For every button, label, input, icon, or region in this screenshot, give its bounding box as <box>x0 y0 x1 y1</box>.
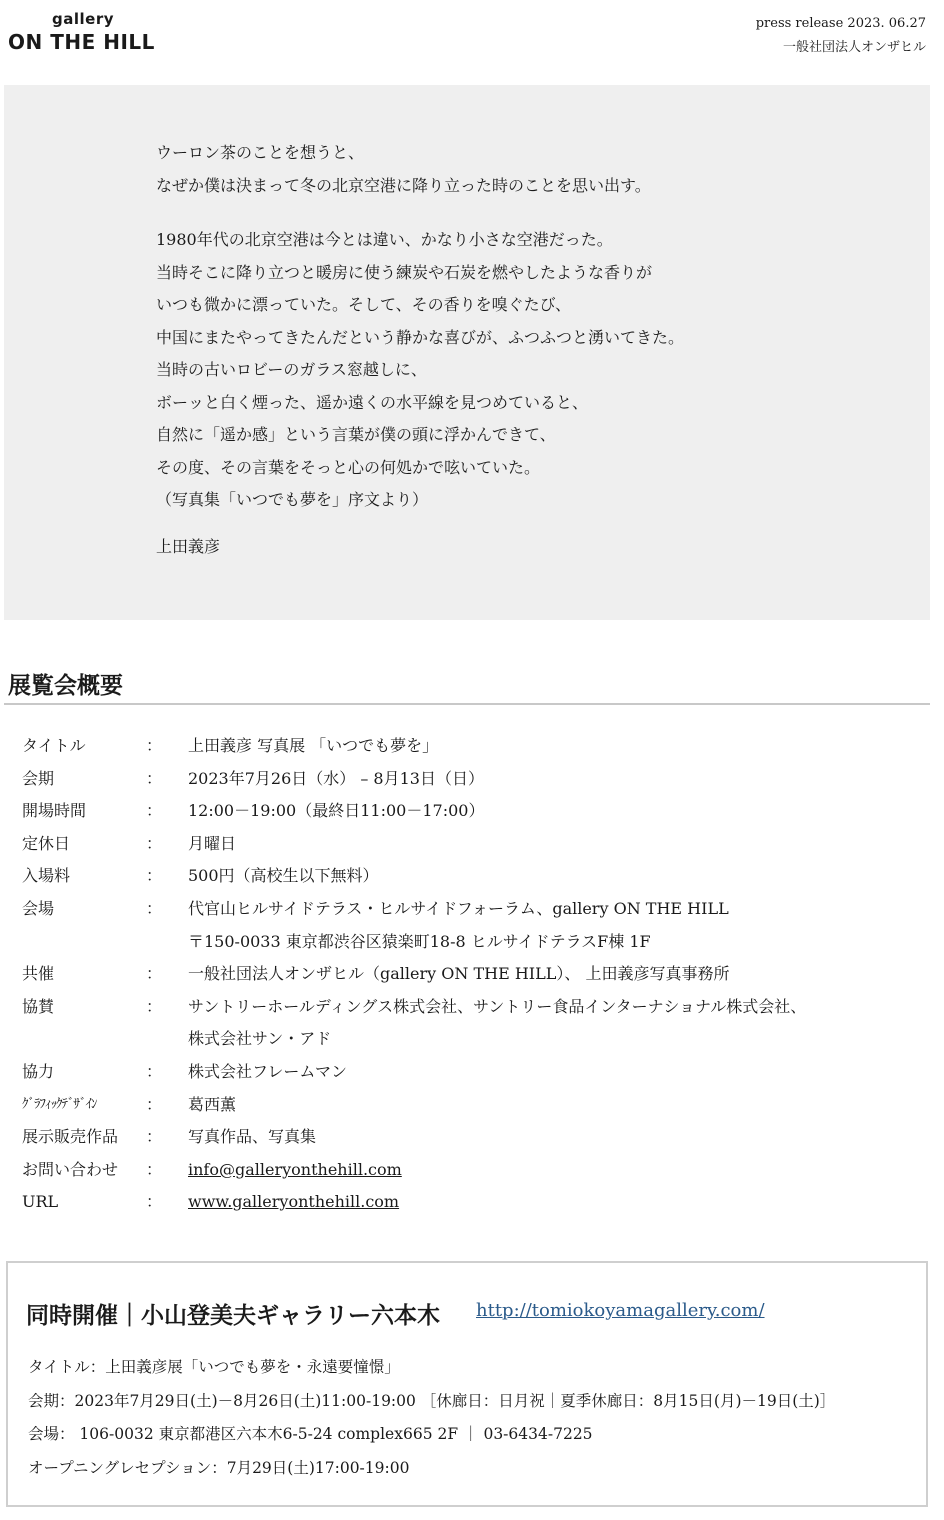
row-label: 協賛 <box>22 996 55 1016</box>
row-colon: ： <box>146 736 163 755</box>
row-label: 入場料 <box>22 866 71 886</box>
gallery-logo <box>8 10 155 54</box>
row-colon: ： <box>146 833 163 853</box>
row-colon: ： <box>146 964 163 984</box>
essay-line: 1980年代の北京空港は今とは違い、かなり小さな空港だった。 <box>156 230 613 249</box>
row-value: 上田義彦 写真展 「いつでも夢を」 <box>188 736 439 755</box>
row-value: 2023年7月26日（水） – 8月13日（日） <box>188 768 484 788</box>
row-hours <box>22 795 888 828</box>
row-admission <box>22 860 888 893</box>
contact-email-link[interactable]: info@galleryonthehill.com <box>188 1159 402 1179</box>
essay-line: なぜか僕は決まって冬の北京空港に降り立った時のことを思い出す。 <box>156 175 651 195</box>
row-contact <box>22 1154 888 1187</box>
organization-name: 一般社団法人オンザヒル <box>782 40 926 55</box>
essay-line: その度、その言葉をそっと心の何処かで呟いていた。 <box>156 457 541 477</box>
row-colon: ： <box>146 1094 163 1114</box>
section-divider <box>4 703 930 705</box>
row-label: 共催 <box>22 964 55 984</box>
row-value: 葛西薫 <box>188 1094 237 1114</box>
logo-small-text: gallery <box>52 10 114 28</box>
row-colon: ： <box>146 1159 163 1179</box>
concurrent-line: タイトル：上田義彦展「いつでも夢を・永遠要憧憬」 <box>28 1358 400 1376</box>
row-colon: ： <box>146 1127 163 1147</box>
concurrent-line: 会期：2023年7月29日(土)－8月26日(土)11:00-19:00 ［休廊日：日月祝｜夏季休廊日：8月15日(月)－19日(土)］ <box>28 1391 836 1410</box>
sponsor-line-1: サントリーホールディングス株式会社、サントリー食品インターナショナル株式会社、 <box>188 996 807 1016</box>
row-value: 株式会社フレームマン <box>188 1061 348 1081</box>
row-label: URL <box>22 1192 59 1212</box>
row-graphic-design <box>22 1089 888 1122</box>
row-value: 写真作品、写真集 <box>188 1127 317 1147</box>
row-value <box>188 893 888 958</box>
overview-table <box>22 730 888 1219</box>
overview-heading: 展覧会概要 <box>8 672 123 699</box>
essay-line: 当時の古いロビーのガラス窓越しに、 <box>156 360 427 379</box>
row-colon: ： <box>146 898 163 918</box>
row-label: タイトル <box>22 736 86 755</box>
essay-line: 当時そこに降り立つと暖房に使う練炭や石炭を燃やしたような香りが <box>156 262 653 282</box>
row-label: ｸﾞﾗﾌｨｯｸﾃﾞｻﾞｲﾝ <box>22 1096 97 1112</box>
concurrent-title: 同時開催｜小山登美夫ギャラリー六本木 <box>26 1302 440 1329</box>
row-label: 協力 <box>22 1061 55 1081</box>
row-label: 展示販売作品 <box>22 1127 119 1147</box>
row-cooperation <box>22 1056 888 1089</box>
essay-text <box>156 137 684 563</box>
row-works-for-sale <box>22 1121 888 1154</box>
row-value <box>188 991 888 1056</box>
essay-line: ウーロン茶のことを想うと、 <box>156 143 365 162</box>
concurrent-details <box>28 1351 835 1485</box>
essay-line: （写真集「いつでも夢を」序文より） <box>156 490 429 509</box>
concurrent-line: オープニングレセプション：7月29日(土)17:00-19:00 <box>28 1458 410 1477</box>
essay-line: いつも微かに漂っていた。そして、その香りを嗅ぐたび、 <box>156 295 572 314</box>
row-title <box>22 730 888 763</box>
row-value: 500円（高校生以下無料） <box>188 866 379 886</box>
row-venue <box>22 893 888 958</box>
concurrent-line: 会場： 106-0032 東京都港区六本木6-5-24 complex665 2F ｜ 03-6434-7225 <box>28 1425 593 1443</box>
press-release-date: press release 2023. 06.27 <box>755 16 926 31</box>
row-colon: ： <box>146 1192 163 1212</box>
row-colon: ： <box>146 768 163 788</box>
concurrent-url-link[interactable]: http://tomiokoyamagallery.com/ <box>476 1300 765 1321</box>
row-colon: ： <box>146 866 163 886</box>
row-colon: ： <box>146 996 163 1016</box>
essay-author: 上田義彦 <box>156 536 221 556</box>
venue-address: 〒150-0033 東京都渋谷区猿楽町18-8 ヒルサイドテラスF棟 1F <box>188 931 651 951</box>
logo-main-text: ON THE HILL <box>8 30 155 54</box>
sponsor-line-2: 株式会社サン・アド <box>188 1029 332 1049</box>
essay-line: ボーッと白く煙った、遥か遠くの水平線を見つめていると、 <box>156 392 589 412</box>
row-sponsor <box>22 991 888 1056</box>
row-label: 定休日 <box>22 833 71 853</box>
row-closed <box>22 828 888 861</box>
essay-line: 自然に「遥か感」という言葉が僕の頭に浮かんできて、 <box>156 425 556 444</box>
row-value: 一般社団法人オンザヒル（gallery ON THE HILL）、 上田義彦写真事務所 <box>188 964 730 984</box>
row-value: 月曜日 <box>188 833 237 853</box>
press-info <box>756 12 926 60</box>
row-label: 会場 <box>22 898 55 918</box>
row-label: 会期 <box>22 768 55 788</box>
row-colon: ： <box>146 1061 163 1081</box>
website-link[interactable]: www.galleryonthehill.com <box>188 1192 400 1212</box>
row-label: お問い合わせ <box>22 1159 119 1179</box>
venue-name: 代官山ヒルサイドテラス・ヒルサイドフォーラム、gallery ON THE HILL <box>188 898 729 918</box>
row-co-host <box>22 958 888 991</box>
row-label: 開場時間 <box>22 801 87 821</box>
row-period <box>22 763 888 796</box>
essay-panel <box>4 85 930 620</box>
row-url <box>22 1186 888 1219</box>
concurrent-exhibition-box <box>6 1261 928 1507</box>
row-value: 12:00－19:00（最終日11:00－17:00） <box>188 801 485 821</box>
row-colon: ： <box>146 801 163 821</box>
essay-line: 中国にまたやってきたんだという静かな喜びが、ふつふつと湧いてきた。 <box>156 327 685 347</box>
